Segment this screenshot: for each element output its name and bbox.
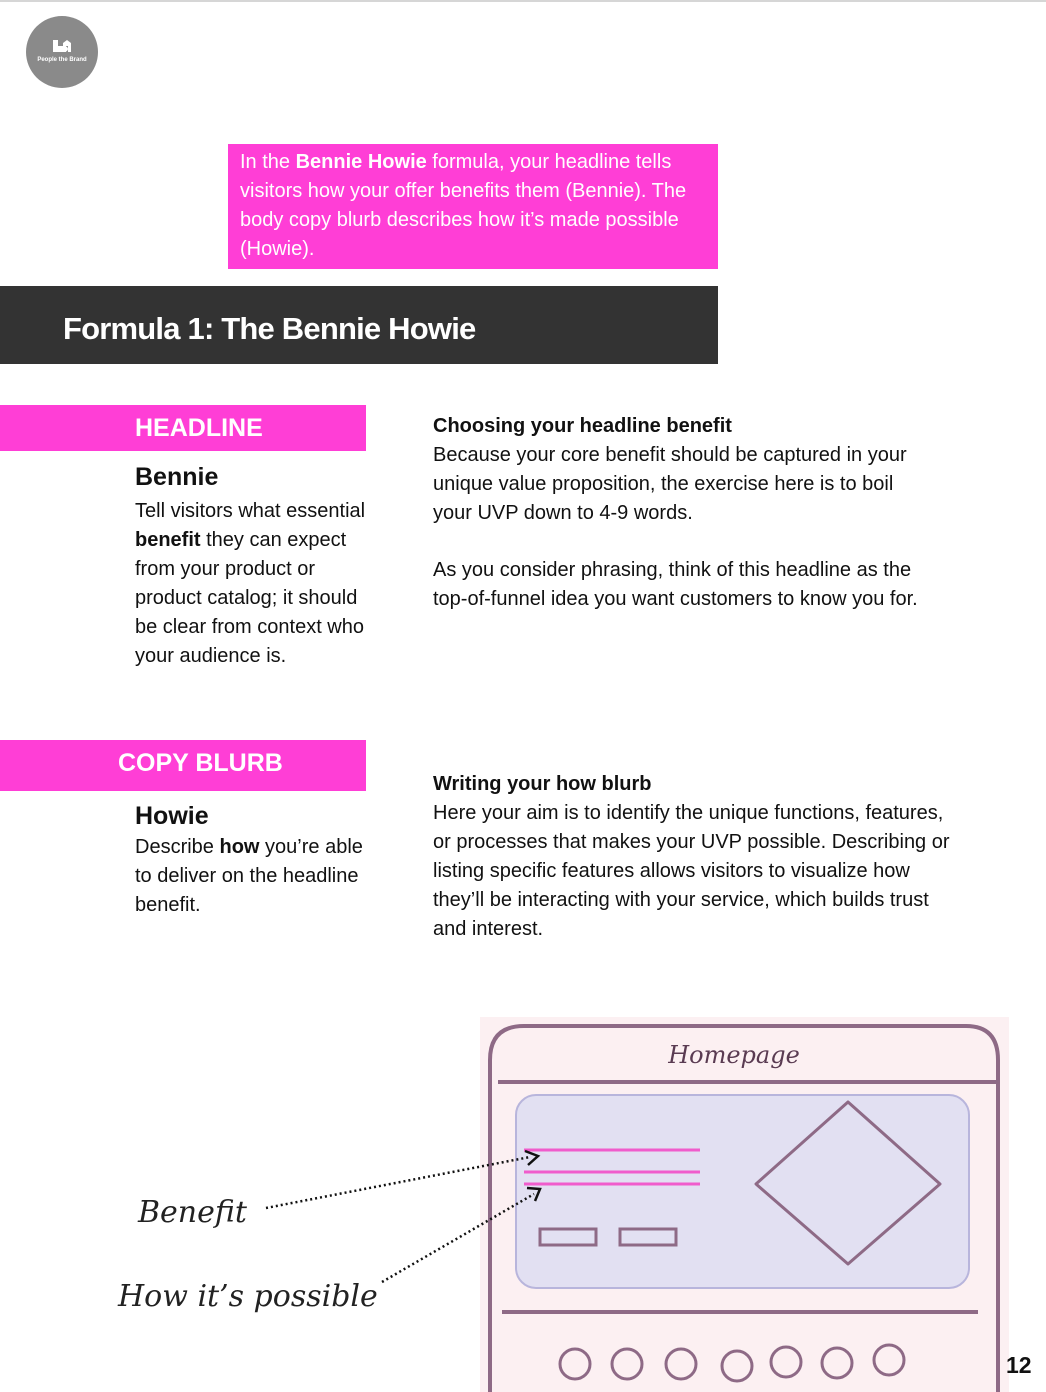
brand-name: People the Brand (37, 57, 87, 63)
homepage-sketch-illustration (0, 1000, 1046, 1392)
howie-desc-bold: how (219, 836, 260, 858)
hero-section (516, 1095, 969, 1288)
homepage-label: Homepage (668, 1041, 800, 1069)
page-number: 12 (1006, 1352, 1032, 1378)
intro-text-1: In the (240, 151, 296, 173)
howie-description (135, 833, 385, 920)
copy-blurb-tag (0, 740, 366, 791)
how-blurb-paragraph: Here your aim is to identify the unique functions, features, or processes that makes your UVP possible. Describing or listing specific features allows visitors to visualize how they’ll be interacting with your service, which builds trust and interest. (433, 802, 950, 940)
intro-callout (228, 144, 718, 269)
formula-title: Formula 1: The Bennie Howie (63, 311, 476, 346)
headline-benefit-heading: Choosing your headline benefit (433, 415, 732, 437)
headline-benefit-para-2: As you consider phrasing, think of this headline as the top-of-funnel idea you want customers to know you for. (433, 559, 918, 610)
top-border (0, 0, 1046, 2)
how-blurb-heading: Writing your how blurb (433, 773, 652, 795)
how-possible-annotation: How it’s possible (118, 1279, 378, 1314)
brand-logo (26, 16, 98, 88)
headline-benefit-para-1: Because your core benefit should be captured in your unique value proposition, the exercise here is to boil your UVP down to 4-9 words. (433, 444, 907, 524)
benefit-annotation: Benefit (138, 1195, 247, 1230)
bennie-desc-1: Tell visitors what essential (135, 500, 366, 522)
copy-blurb-tag-label: COPY BLURB (118, 749, 283, 777)
headline-tag-label: HEADLINE (135, 414, 263, 442)
intro-text-2: formula, your headline tells visitors how your offer benefits them (Bennie). The body copy blurb describes how it’s made possible (Howie). (240, 151, 687, 260)
brand-mark-icon (51, 38, 73, 56)
bennie-desc-bold: benefit (135, 529, 201, 551)
bennie-desc-2: they can expect from your product or product catalog; it should be clear from context who your audience is. (135, 529, 364, 667)
howie-title: Howie (135, 802, 209, 830)
intro-formula-name: Bennie Howie (295, 151, 427, 173)
howie-desc-1: Describe (135, 836, 220, 858)
bennie-title: Bennie (135, 463, 219, 491)
bennie-description (135, 497, 370, 671)
howie-desc-2: you’re able to deliver on the headline benefit. (135, 836, 363, 916)
headline-tag (0, 405, 366, 451)
formula-banner (0, 286, 718, 364)
